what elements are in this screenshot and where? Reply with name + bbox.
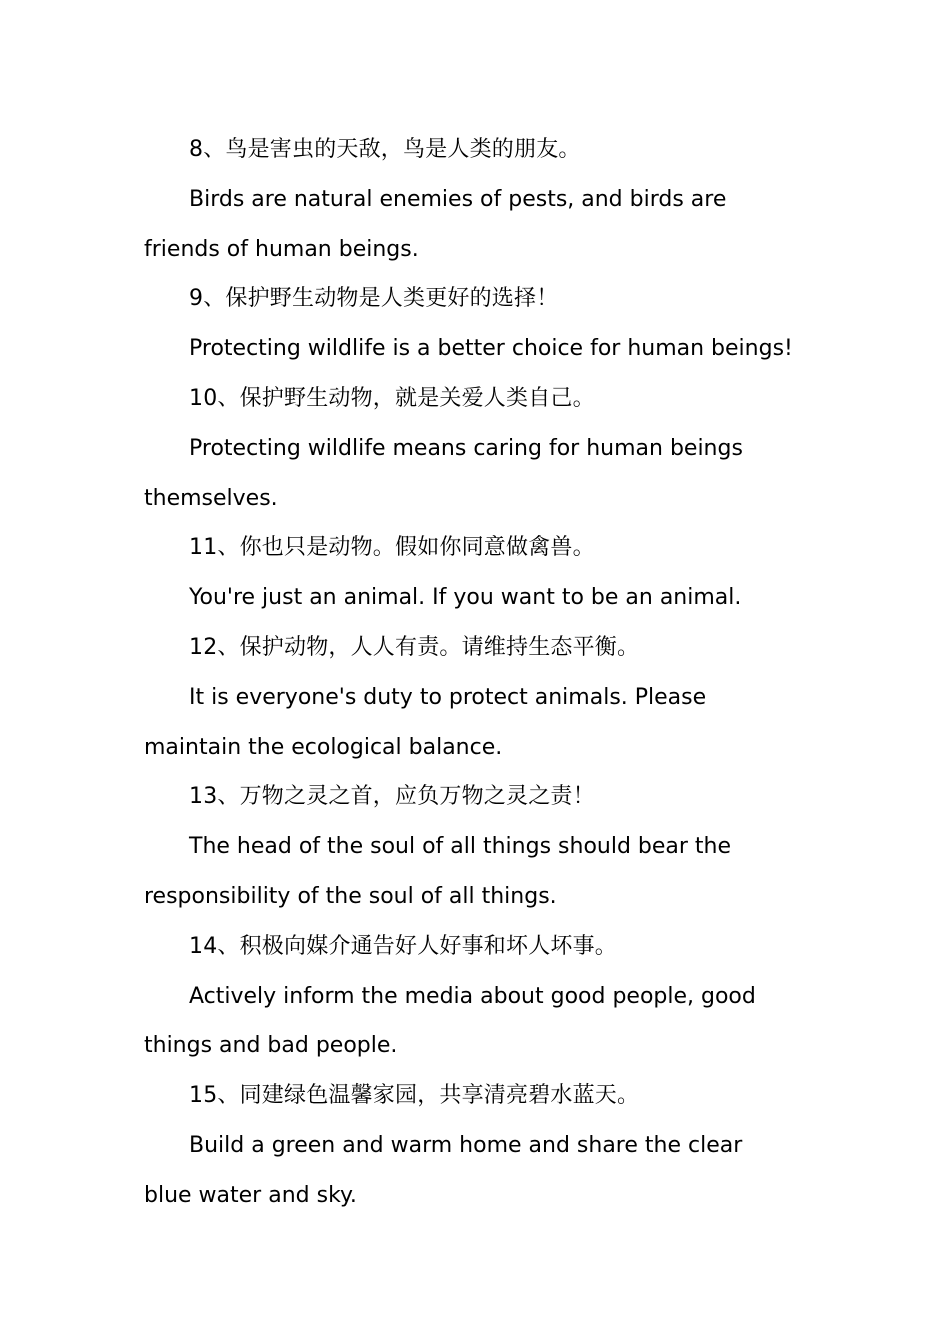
slogan-9-english: Protecting wildlife is a better choice for human beings! (189, 336, 793, 362)
slogan-10-chinese: 10、保护野生动物，就是关爱人类自己。 (189, 385, 595, 411)
slogan-11-chinese: 11、你也只是动物。假如你同意做禽兽。 (189, 535, 595, 561)
slogan-9-chinese: 9、保护野生动物是人类更好的选择！ (189, 286, 559, 312)
slogan-13-english: The head of the soul of all things should bear the responsibility of the soul of all things. (144, 834, 732, 909)
slogan-10-english: Protecting wildlife means caring for human beings themselves. (144, 435, 743, 511)
slogan-14-english: Actively inform the media about good people, good things and bad people. (144, 983, 756, 1059)
slogan-8-english: Birds are natural enemies of pests, and birds are friends of human beings. (144, 186, 727, 262)
slogan-8-chinese: 8、鸟是害虫的天敌，鸟是人类的朋友。 (189, 137, 581, 162)
slogan-11-english: You're just an animal. If you want to be an animal. (189, 585, 742, 611)
slogan-15-chinese: 15、同建绿色温馨家园，共享清亮碧水蓝天。 (189, 1083, 640, 1109)
slogan-12-english: It is everyone's duty to protect animals. Please maintain the ecological balance. (144, 684, 707, 760)
document-body (144, 125, 794, 1221)
slogan-13-chinese: 13、万物之灵之首，应负万物之灵之责！ (189, 784, 595, 810)
slogan-14-chinese: 14、积极向媒介通告好人好事和坏人坏事。 (189, 933, 617, 959)
slogan-15-english: Build a green and warm home and share the clear blue water and sky. (144, 1132, 743, 1208)
slogan-12-chinese: 12、保护动物，人人有责。请维持生态平衡。 (189, 634, 640, 660)
